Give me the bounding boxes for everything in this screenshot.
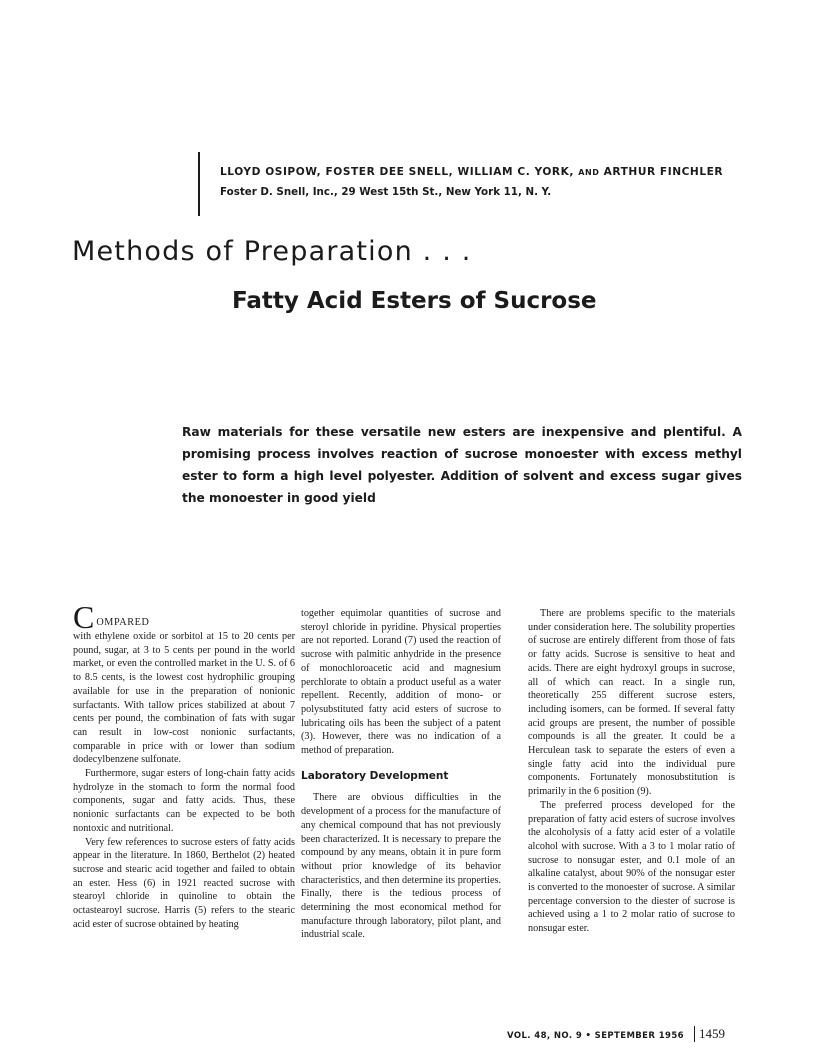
authors-and: AND <box>578 168 600 177</box>
abstract: Raw materials for these versatile new esters are inexpensive and plentiful. A promising process involves reaction of sucrose monoester with excess methyl ester to form a high level polyester. Addition of solvent and excess sugar gives the monoester in good yield <box>182 425 742 505</box>
paragraph: Very few references to sucrose esters of fatty acids appear in the literature. In 1860, Berthelot (2) heated sucrose and stearic acid together and failed to obtain an ester. Hess (6) in 1921 reacted sucrose with stearoyl chloride in quinoline to obtain the octastearoyl sucrose. Harris (5) refers to the stearic acid ester of sucrose obtained by heating <box>73 836 295 930</box>
page-number: 1459 <box>694 1026 725 1042</box>
paragraph: The preferred process developed for the preparation of fatty acid esters of sucrose involves the alcoholysis of a fatty acid ester of a volatile alcohol with sucrose. With a 3 to 1 molar ratio of sucrose to nonsugar ester, and 0.1 mole of an alkaline catalyst, about 90% of the nonsugar ester is converted to the monoester of sucrose. A similar percentage conversion to the diester of sucrose is achieved using a 1 to 2 molar ratio of sucrose to nonsugar ester. <box>528 799 735 935</box>
body-column-3 <box>528 607 735 936</box>
body-column-1 <box>73 599 295 931</box>
author-block <box>198 152 780 216</box>
paragraph: with ethylene oxide or sorbitol at 15 to 20 cents per pound, sugar, at 3 to 5 cents per pound in the world market, or even the controlled market in the U. S. of 6 to 8.5 cents, is the lowest cost hydrophilic grouping available for use in the preparation of nonionic surfactants. With tallow prices stabilized at about 7 cents per pound, the combination of fats with sugar can result in low-cost nonionic surfactants, comparable in price with or lower than sodium dodecylbenzene sulfonate. <box>73 631 295 766</box>
page-footer <box>507 1026 725 1042</box>
body-column-2 <box>301 607 501 942</box>
opening-word: OMPARED <box>96 617 150 629</box>
paragraph: There are problems specific to the materials under consideration here. The solubility properties of sucrose are entirely different from those of fats or fatty acids. Sucrose is sensitive to heat and acids. There are eight hydroxyl groups in sucrose, all of which can react. In a single run, theoretically 255 different sucrose esters, including isomers, can be formed. If several fatty acid groups are present, the number of possible compounds is all the greater. It could be a Herculean task to separate the esters of even a single fatty acid into the individual pure components. Fortunately monosubstitution is primarily in the 6 position (9). <box>528 608 735 798</box>
authors-last: ARTHUR FINCHLER <box>603 166 724 178</box>
drop-cap: C <box>73 599 95 635</box>
title-line-2: Fatty Acid Esters of Sucrose <box>232 288 597 314</box>
paragraph: together equimolar quantities of sucrose and steroyl chloride in pyridine. Physical properties are not reported. Lorand (7) used the reaction of sucrose with palmitic anhydride in the presence of monochloroacetic acid and magnesium perchlorate to obtain a product useful as a water repellent. Recently, addition of mono- or polysubstituted fatty acid esters of sucrose to lubricating oils has been the subject of a patent (3). However, there was no indication of a method of preparation. <box>301 608 501 757</box>
paragraph: Furthermore, sugar esters of long-chain fatty acids hydrolyze in the stomach to form the normal food components, sugar and fatty acids. Thus, these nonionic surfactants can be expected to be both nontoxic and nutritional. <box>73 768 295 834</box>
affiliation: Foster D. Snell, Inc., 29 West 15th St., New York 11, N. Y. <box>220 186 552 198</box>
authors-text: LLOYD OSIPOW, FOSTER DEE SNELL, WILLIAM C. YORK, <box>220 166 574 178</box>
journal-reference: VOL. 48, NO. 9 • SEPTEMBER 1956 <box>507 1031 684 1041</box>
author-list <box>220 166 780 178</box>
title-line-1: Methods of Preparation . . . <box>72 236 472 267</box>
paragraph: There are obvious difficulties in the development of a process for the manufacture of any chemical compound that has not previously been characterized. It is necessary to prepare the compound by any means, obtain it in pure form without prior knowledge of its behavior characteristics, and then determine its properties. Finally, there is the tedious process of determining the most economical method for manufacture through laboratory, pilot plant, and industrial scale. <box>301 792 501 941</box>
section-heading: Laboratory Development <box>301 769 449 782</box>
